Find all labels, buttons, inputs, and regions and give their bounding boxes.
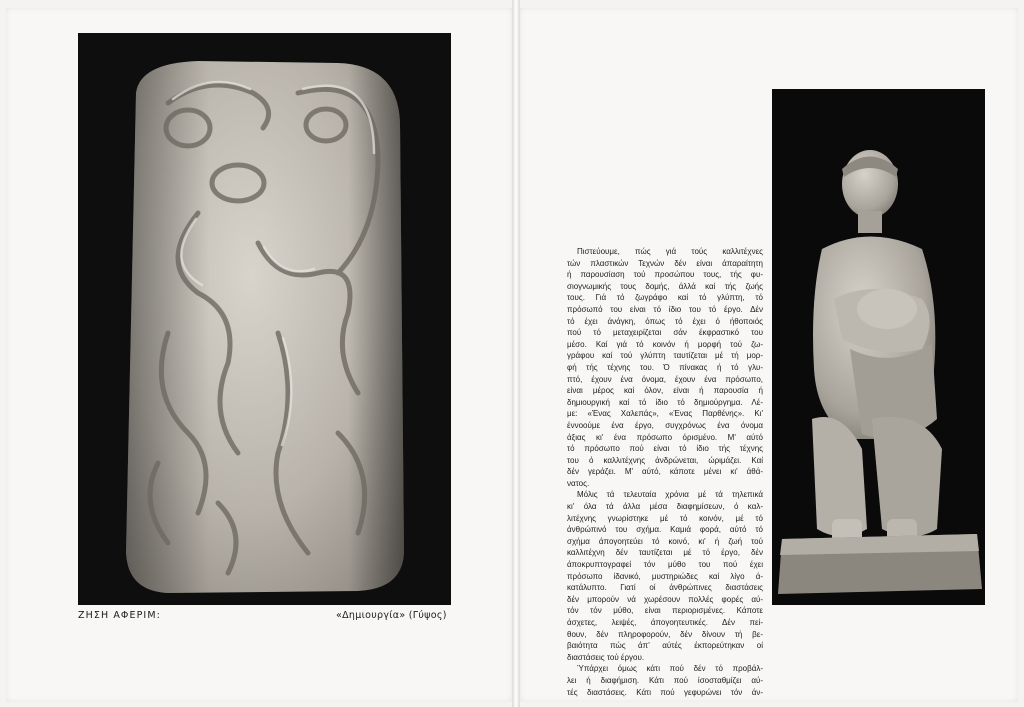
text-line: διαστάσεις τού έργου. [567, 652, 645, 662]
text-line: άξιας κι' ένα πρόσωπο όρισμένο. Μ' αύτό [567, 432, 763, 442]
text-line: λει ή διαφήμιση. Κάτι πού ίσοσταθμίζει αύ- [567, 675, 763, 685]
text-line: κι' όλα τά άλλα μέσα διαφημίσεων, ό καλ- [567, 502, 763, 512]
text-line: γράφου καί τού γλύπτη ταυτίζεται μέ τή μορ- [567, 351, 763, 361]
relief-sculpture-icon [78, 33, 451, 605]
article-text [567, 246, 763, 698]
text-line: θουν, δέν πληροφορούν, δέν δίνουν τή βε- [567, 629, 763, 639]
text-line: άποκρυπτογραφεί τόν μύθο του πού έχει [567, 560, 763, 570]
text-line: δημιουργική καί τό ίδιο τό δημιούργημα. Λέ- [567, 397, 763, 407]
relief-sculpture-photo [78, 33, 451, 605]
text-line: Πιστεύουμε, πώς γιά τούς καλλιτέχνες [577, 247, 763, 256]
artwork-caption: «Δημιουργία» (Γύψος) [336, 610, 447, 621]
text-line: πού τό μεταχειρίζεται σάν έκφραστικό του [567, 328, 763, 338]
right-page [520, 8, 1018, 702]
text-line: του ό καλλιτέχνης άνδρώνεται, ώριμάζει. Καί [567, 455, 763, 465]
text-line: κατάλυπτο. Γιατί οί άνθρώπινες διαστάσεις [567, 583, 763, 593]
text-line: πτό, έχουν ένα όνομα, έχουν ένα πρόσωπο, [567, 374, 763, 384]
text-line: καλλιτέχνη δέν ταυτίζεται μέ τό έργο, δέν [567, 548, 763, 558]
text-line: φή τής τέχνης του. Ό πίνακας ή τό γλυ- [567, 362, 763, 372]
left-page [6, 8, 512, 702]
text-line: άσχετες, λειψές, άπογοητευτικές. Δέν πεί- [567, 618, 763, 627]
text-line: τών πλαστικών Τεχνών δέν είναι άπαραίτητη [567, 258, 763, 268]
text-line: πρόσωπο ίδανικό, μυστηριώδες καί λίγο ά- [567, 571, 763, 581]
seated-figure-sculpture-photo [772, 89, 985, 605]
text-line: δέν μπορούν νά χωρέσουν πολλές φορές αύ- [567, 594, 763, 604]
text-line: τό έχει άνάγκη, όπως τό έχει ό ήθοποιός [567, 316, 763, 326]
text-line: Ύπάρχει όμως κάτι πού δέν τό προβάλ- [577, 664, 763, 674]
text-line: λιτέχνης γνωρίστηκε μέ τό κοινόν, μέ τό [567, 513, 763, 523]
text-line: δέν γεράζει. Μ' αύτό, κάποτε μένει κι' άθά- [567, 467, 763, 477]
book-gutter [512, 0, 520, 707]
text-line: είναι μέρος καί όλον, είναι ή παρουσία ή [567, 386, 763, 396]
text-line: ή παρουσίαση τού προσώπου τους, τής φυ- [567, 270, 763, 280]
text-line: με: «Ένας Χαλεπάς», «Ένας Παρθένης». Κι' [567, 409, 763, 419]
text-line: σχήμα άπογοητεύει τό κοινό, κι' ή ζωή τού [567, 536, 763, 546]
text-line: άνθρώπινό του σχήμα. Καμιά φορά, αύτό τό [567, 525, 763, 535]
text-line: Μόλις τά τελευταία χρόνια μέ τά τηλεπικά [577, 490, 763, 500]
text-line: τόν τόν μύθο, είναι περιορισμένες. Κάποτε [567, 606, 763, 616]
text-line: τό πρόσωπο πού είναι τό ίδιο τής τέχνης [567, 444, 763, 454]
text-line: μέσο. Καί γιά τό κοινόν ή μορφή τού ζω- [567, 339, 763, 349]
text-line: σιογνωμικής τους δομής, άλλά καί τής ζωής [567, 281, 763, 291]
seated-figure-icon [772, 89, 985, 605]
text-line: τές διαστάσεις. Κάτι πού γεφυρώνει τόν άν- [567, 687, 763, 697]
text-line: βαιότητα πώς άπ' αύτές έκπορεύτηκαν οί [567, 641, 763, 651]
text-line: πρόσωπό του είναι τό ίδιο του τό έργο. Δέν [567, 304, 763, 314]
text-line: έννοούμε ένα έργο, συγχρόνως ένα όνομα [567, 420, 763, 430]
text-line: νατος. [567, 478, 590, 488]
artist-caption: ΖΗΣΗ ΑΦΕΡΙΜ: [78, 610, 161, 621]
text-line: τους. Γιά τό ζωγράφο καί τό γλύπτη, τό [567, 293, 763, 303]
